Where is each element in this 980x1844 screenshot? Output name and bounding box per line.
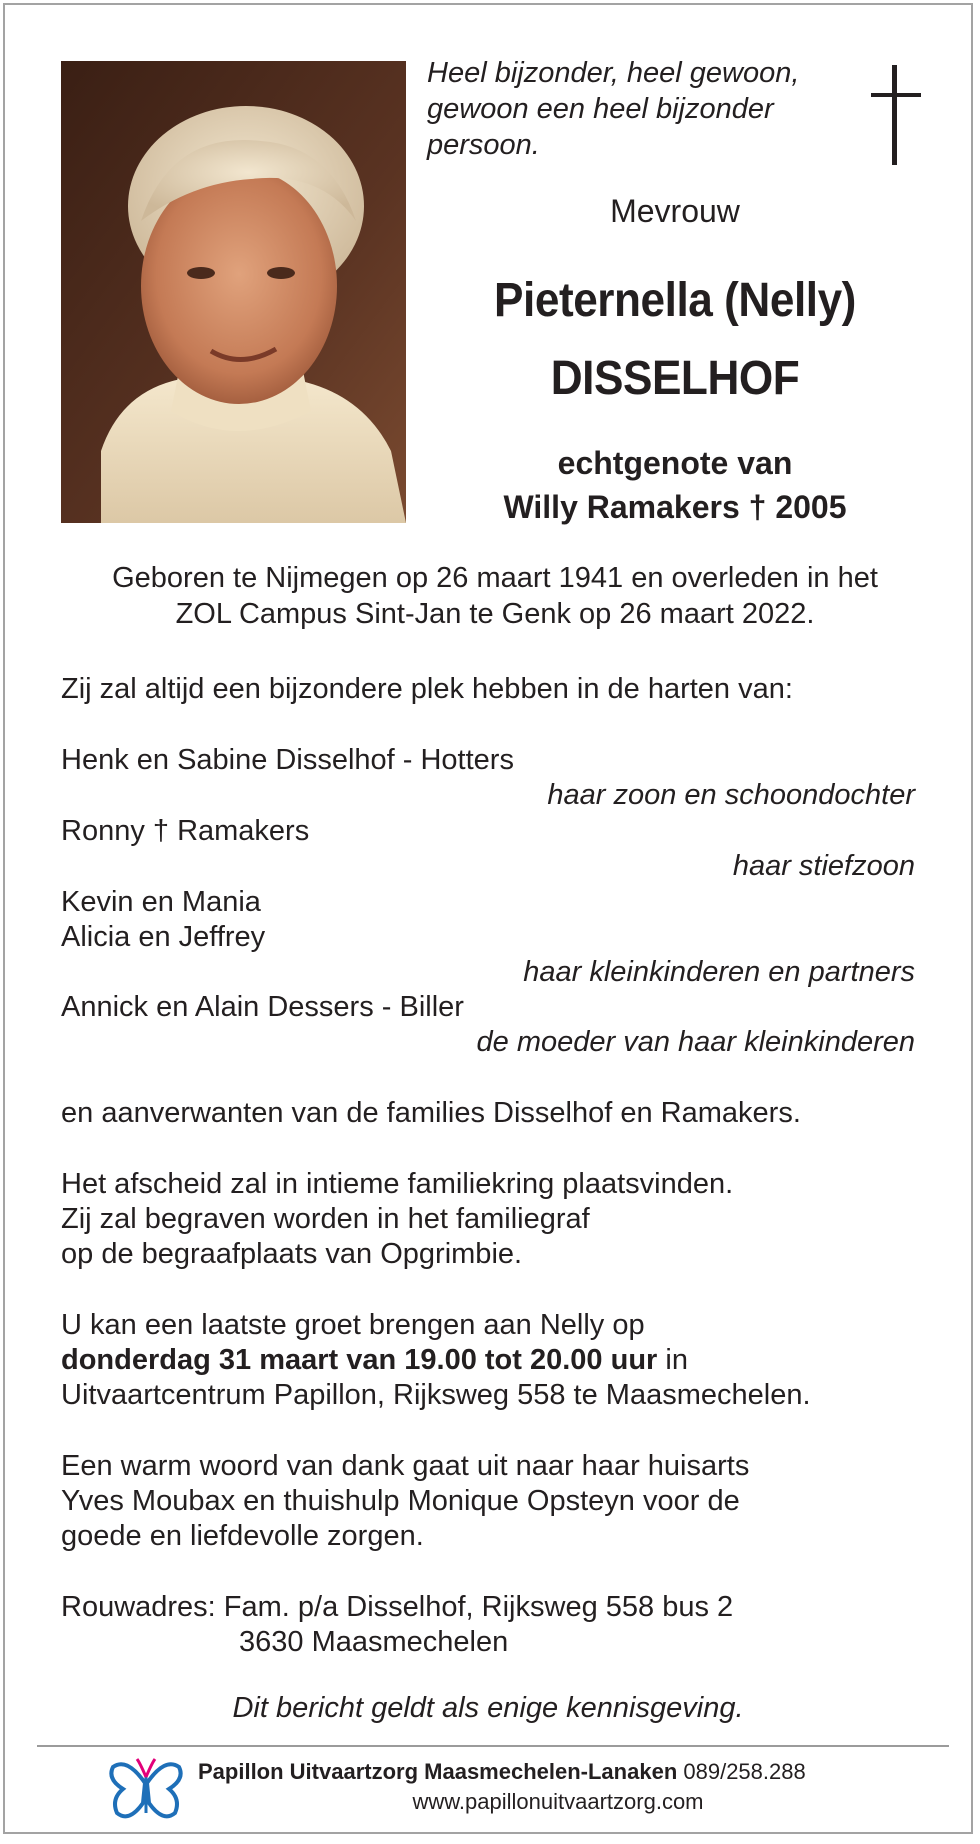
family-relation: de moeder van haar kleinkinderen: [476, 1026, 915, 1058]
farewell-line: op de begraafplaats van Opgrimbie.: [61, 1238, 523, 1270]
family-member: Kevin en Mania: [61, 886, 261, 918]
name-last: DISSELHOF: [550, 352, 800, 405]
funeral-home-url[interactable]: www.papillonuitvaartzorg.com: [412, 1789, 704, 1814]
thanks-line: Yves Moubax en thuishulp Monique Opsteyn voor de: [61, 1485, 740, 1517]
farewell-line: Het afscheid zal in intieme familiekring plaatsvinden.: [61, 1168, 734, 1200]
family-member: Annick en Alain Dessers - Biller: [61, 991, 464, 1023]
family-relation: haar stiefzoon: [732, 850, 915, 882]
visit-line: [61, 1342, 688, 1378]
cross-icon: [865, 65, 927, 165]
born-line: Geboren te Nijmegen op 26 maart 1941 en overleden in het: [112, 562, 878, 594]
honorific-title: Mevrouw: [610, 193, 740, 229]
spouse-name: Willy Ramakers † 2005: [503, 489, 847, 525]
condolence-address: Rouwadres: Fam. p/a Disselhof, Rijksweg 558 bus 2: [61, 1591, 734, 1623]
quote-line: persoon.: [427, 129, 540, 161]
spouse-label: echtgenote van: [557, 445, 793, 481]
family-intro: Zij zal altijd een bijzondere plek hebben in de harten van:: [61, 673, 793, 705]
visit-location: Uitvaartcentrum Papillon, Rijksweg 558 te Maasmechelen.: [61, 1379, 811, 1411]
funeral-home-phone: 089/258.288: [677, 1759, 806, 1784]
memorial-quote: [427, 55, 857, 163]
family-member: Ronny † Ramakers: [61, 815, 310, 847]
deceased-name: [445, 262, 905, 418]
visit-datetime: donderdag 31 maart van 19.00 tot 20.00 uur: [61, 1344, 658, 1376]
name-first: Pieternella (Nelly): [494, 274, 856, 327]
visit-line: U kan een laatste groet brengen aan Nelly op: [61, 1309, 645, 1341]
portrait-photo: [61, 61, 406, 523]
birth-death-info: [45, 560, 945, 632]
quote-line: gewoon een heel bijzonder: [427, 93, 774, 125]
thanks-line: goede en liefdevolle zorgen.: [61, 1520, 424, 1552]
family-member: Henk en Sabine Disselhof - Hotters: [61, 744, 514, 776]
footer-divider: [37, 1745, 949, 1747]
thanks-line: Een warm woord van dank gaat uit naar haar huisarts: [61, 1450, 750, 1482]
farewell-line: Zij zal begraven worden in het familiegraf: [61, 1203, 590, 1235]
spouse-info: [425, 441, 925, 529]
notice-text: Dit bericht geldt als enige kennisgeving.: [232, 1692, 744, 1724]
visit-line-rest: in: [657, 1344, 688, 1376]
family-relation: haar zoon en schoondochter: [547, 779, 915, 811]
death-notice-card: [3, 3, 973, 1834]
family-relation: haar kleinkinderen en partners: [523, 956, 915, 988]
funeral-home-name: Papillon Uitvaartzorg Maasmechelen-Lanaken: [198, 1759, 678, 1784]
born-line: ZOL Campus Sint-Jan te Genk op 26 maart 2022.: [175, 598, 815, 630]
quote-line: Heel bijzonder, heel gewoon,: [427, 57, 800, 89]
family-member: Alicia en Jeffrey: [61, 921, 266, 953]
condolence-city: 3630 Maasmechelen: [239, 1626, 509, 1658]
relatives-line: en aanverwanten van de families Disselhof en Ramakers.: [61, 1097, 801, 1129]
funeral-home-info: [198, 1759, 806, 1785]
